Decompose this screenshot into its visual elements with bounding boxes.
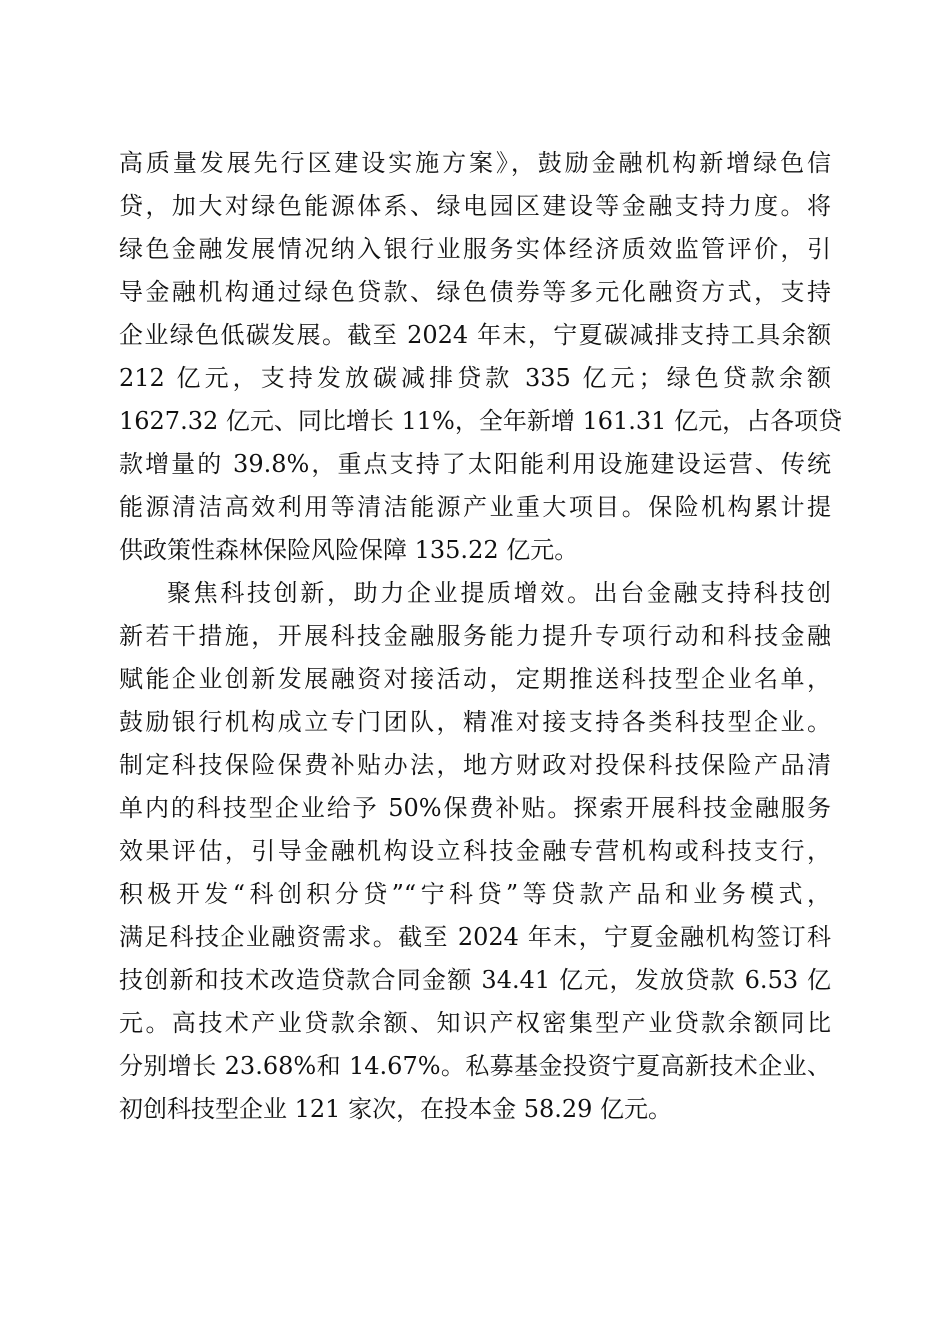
paragraph-line: 聚焦科技创新，助力企业提质增效。出台金融支持科技创 bbox=[167, 579, 831, 607]
paragraph-line: 新若干措施，开展科技金融服务能力提升专项行动和科技金融 bbox=[119, 622, 831, 650]
paragraph-line: 积极开发“科创积分贷”“宁科贷”等贷款产品和业务模式， bbox=[119, 880, 831, 908]
paragraph-line: 技创新和技术改造贷款合同金额 34.41 亿元，发放贷款 6.53 亿 bbox=[119, 966, 831, 994]
paragraph-green-finance bbox=[119, 142, 843, 572]
paragraph-tech-innovation bbox=[119, 572, 831, 1131]
paragraph-line: 贷，加大对绿色能源体系、绿电园区建设等金融支持力度。将 bbox=[119, 192, 831, 220]
paragraph-line: 初创科技型企业 121 家次，在投本金 58.29 亿元。 bbox=[119, 1095, 673, 1123]
paragraph-line: 满足科技企业融资需求。截至 2024 年末，宁夏金融机构签订科 bbox=[119, 923, 831, 951]
paragraph-line: 能源清洁高效利用等清洁能源产业重大项目。保险机构累计提 bbox=[119, 493, 831, 521]
paragraph-line: 款增量的 39.8%，重点支持了太阳能利用设施建设运营、传统 bbox=[119, 450, 831, 478]
paragraph-line: 制定科技保险保费补贴办法，地方财政对投保科技保险产品清 bbox=[119, 751, 831, 779]
paragraph-line: 鼓励银行机构成立专门团队，精准对接支持各类科技型企业。 bbox=[119, 708, 831, 736]
paragraph-line: 赋能企业创新发展融资对接活动，定期推送科技型企业名单， bbox=[119, 665, 831, 693]
paragraph-line: 分别增长 23.68%和 14.67%。私募基金投资宁夏高新技术企业、 bbox=[119, 1052, 831, 1080]
paragraph-line: 单内的科技型企业给予 50%保费补贴。探索开展科技金融服务 bbox=[119, 794, 831, 822]
paragraph-line: 效果评估，引导金融机构设立科技金融专营机构或科技支行， bbox=[119, 837, 831, 865]
paragraph-line: 元。高技术产业贷款余额、知识产权密集型产业贷款余额同比 bbox=[119, 1009, 831, 1037]
paragraph-line: 212 亿元，支持发放碳减排贷款 335 亿元；绿色贷款余额 bbox=[119, 364, 831, 392]
paragraph-line: 供政策性森林保险风险保障 135.22 亿元。 bbox=[119, 536, 579, 564]
paragraph-line: 1627.32 亿元、同比增长 11%，全年新增 161.31 亿元，占各项贷 bbox=[119, 407, 843, 435]
paragraph-line: 高质量发展先行区建设实施方案》，鼓励金融机构新增绿色信 bbox=[119, 149, 831, 177]
paragraph-line: 企业绿色低碳发展。截至 2024 年末，宁夏碳减排支持工具余额 bbox=[119, 321, 831, 349]
paragraph-line: 绿色金融发展情况纳入银行业服务实体经济质效监管评价，引 bbox=[119, 235, 831, 263]
paragraph-line: 导金融机构通过绿色贷款、绿色债券等多元化融资方式，支持 bbox=[119, 278, 831, 306]
